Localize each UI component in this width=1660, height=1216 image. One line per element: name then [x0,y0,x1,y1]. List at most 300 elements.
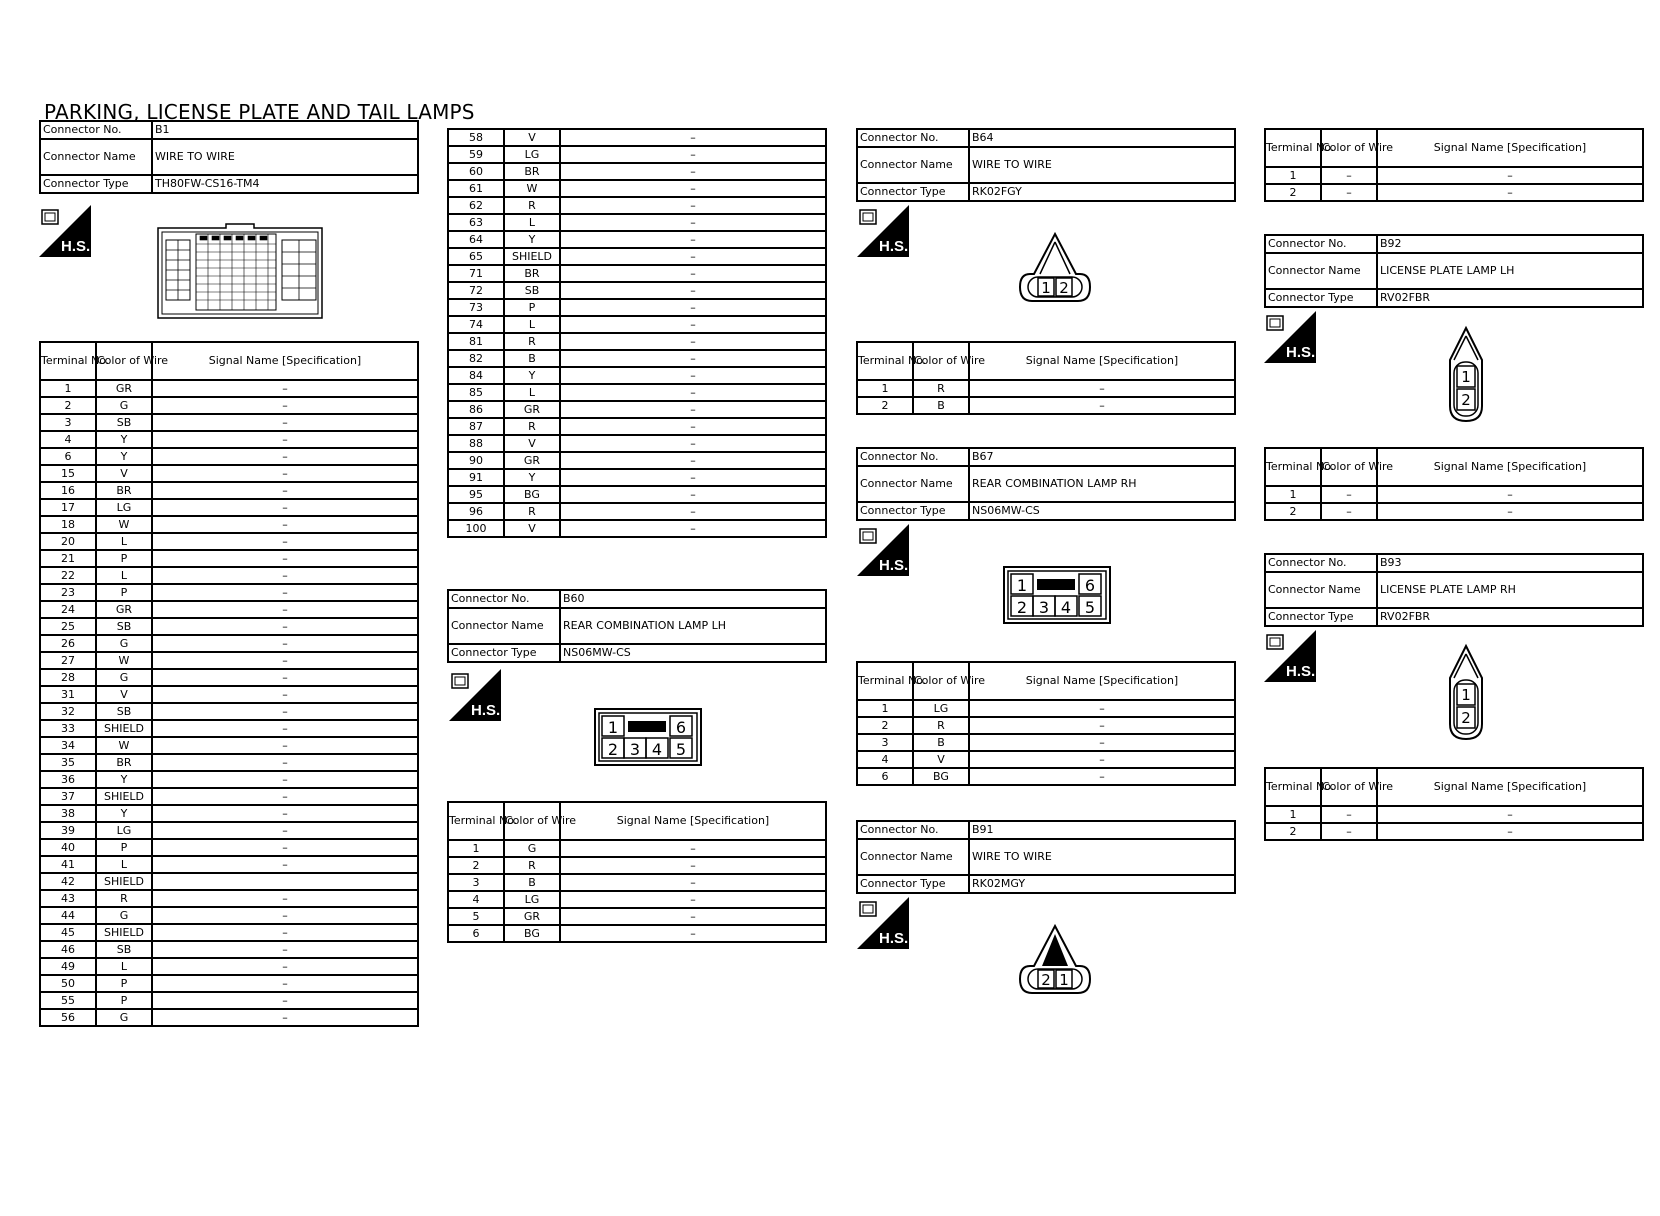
wire-color-cell: – [1321,503,1377,520]
signal-name-cell: – [1377,503,1643,520]
terminal-no-cell: 62 [448,197,504,214]
table-row [448,146,826,163]
wire-color-cell: R [96,890,152,907]
table-row [448,180,826,197]
table-row [40,584,418,601]
terminal-no-cell: 41 [40,856,96,873]
signal-name-cell: – [560,299,826,316]
table-row [40,924,418,941]
terminal-no-cell: 28 [40,669,96,686]
table-row [857,380,1235,397]
table-row [857,751,1235,768]
wire-color-cell: L [504,214,560,231]
terminal-no-cell: 35 [40,754,96,771]
b60-terminal-table [447,801,827,943]
terminal-no-cell: 1 [40,380,96,397]
b64-info-table [856,128,1236,202]
signal-name-cell: – [560,925,826,942]
signal-name-cell: – [560,435,826,452]
pin-label: 3 [629,740,641,759]
terminal-no-cell: 2 [40,397,96,414]
table-row [40,499,418,516]
table-row [448,197,826,214]
b64-connector-type: RK02FGY [969,183,1235,201]
wire-color-cell: W [504,180,560,197]
signal-name-cell: – [560,316,826,333]
table-row [448,840,826,857]
wire-color-cell: L [504,384,560,401]
label-connector-no: Connector No. [40,121,152,139]
b92-terminal-table [1264,447,1644,521]
header-terminal-no: Terminal No. [857,342,913,380]
wire-color-cell: LG [96,499,152,516]
terminal-no-cell: 82 [448,350,504,367]
header-signal-name: Signal Name [Specification] [152,342,418,380]
signal-name-cell: – [969,751,1235,768]
signal-name-cell: – [1377,806,1643,823]
terminal-no-cell: 74 [448,316,504,333]
header-signal-name: Signal Name [Specification] [1377,768,1643,806]
table-row [40,890,418,907]
pin-label: 3 [1038,598,1050,617]
signal-name-cell: – [152,1009,418,1026]
label-connector-no: Connector No. [1265,554,1377,572]
b93-connector-name: LICENSE PLATE LAMP RH [1377,572,1643,608]
wire-color-cell: – [1321,806,1377,823]
signal-name-cell: – [152,737,418,754]
wire-color-cell: G [96,397,152,414]
signal-name-cell: – [969,380,1235,397]
signal-name-cell: – [152,788,418,805]
wire-color-cell: R [913,717,969,734]
wire-color-cell: P [96,839,152,856]
terminal-no-cell: 59 [448,146,504,163]
signal-name-cell: – [969,734,1235,751]
table-row [40,737,418,754]
wire-color-cell: V [96,465,152,482]
signal-name-cell: – [560,469,826,486]
table-row [40,652,418,669]
terminal-no-cell: 38 [40,805,96,822]
wire-color-cell: BG [504,925,560,942]
signal-name-cell: – [152,703,418,720]
signal-name-cell: – [152,652,418,669]
signal-name-cell: – [560,350,826,367]
label-connector-no: Connector No. [1265,235,1377,253]
table-row [1265,503,1643,520]
b67-terminal-table [856,661,1236,786]
wire-color-cell: – [1321,167,1377,184]
table-row [448,503,826,520]
terminal-no-cell: 84 [448,367,504,384]
wire-color-cell: SB [96,703,152,720]
b92-info-table [1264,234,1644,308]
svg-text:H.S.: H.S. [1286,344,1316,361]
b93-terminal-table [1264,767,1644,841]
terminal-no-cell: 1 [1265,486,1321,503]
signal-name-cell: – [560,231,826,248]
terminal-no-cell: 73 [448,299,504,316]
hs-icon [449,669,501,721]
terminal-no-cell: 15 [40,465,96,482]
pin-label: 2 [607,740,619,759]
b67-connector-name: REAR COMBINATION LAMP RH [969,466,1235,502]
signal-name-cell: – [152,380,418,397]
wire-color-cell: GR [504,452,560,469]
table-row [448,384,826,401]
wire-color-cell: BR [96,482,152,499]
wire-color-cell: V [504,129,560,146]
table-row [1265,823,1643,840]
terminal-no-cell: 36 [40,771,96,788]
wire-color-cell: L [96,856,152,873]
signal-name-cell: – [152,567,418,584]
terminal-no-cell: 64 [448,231,504,248]
b64-connector-name: WIRE TO WIRE [969,147,1235,183]
b92-connector-type: RV02FBR [1377,289,1643,307]
terminal-no-cell: 43 [40,890,96,907]
signal-name-cell [152,873,418,890]
table-row [40,873,418,890]
header-color-of-wire: Color of Wire [1321,768,1377,806]
b92-connector-face [1446,326,1486,424]
wire-color-cell: P [96,584,152,601]
header-terminal-no: Terminal No. [448,802,504,840]
signal-name-cell: – [560,367,826,384]
signal-name-cell: – [152,958,418,975]
b64-connector-face [1018,232,1092,304]
signal-name-cell: – [152,720,418,737]
wire-color-cell: R [504,197,560,214]
signal-name-cell: – [1377,167,1643,184]
terminal-no-cell: 4 [857,751,913,768]
table-row [40,550,418,567]
terminal-no-cell: 61 [448,180,504,197]
table-row [857,734,1235,751]
table-row [857,717,1235,734]
signal-name-cell: – [152,856,418,873]
hs-icon [857,897,909,949]
wire-color-cell: W [96,516,152,533]
signal-name-cell: – [560,180,826,197]
table-row [40,669,418,686]
terminal-no-cell: 58 [448,129,504,146]
label-connector-type: Connector Type [1265,289,1377,307]
table-row [40,1009,418,1026]
signal-name-cell: – [560,248,826,265]
table-row [40,958,418,975]
table-row [448,925,826,942]
terminal-no-cell: 1 [448,840,504,857]
table-row [448,129,826,146]
table-row [40,839,418,856]
table-row [40,941,418,958]
wire-color-cell: Y [504,231,560,248]
wire-color-cell: R [913,380,969,397]
wire-color-cell: P [96,992,152,1009]
wire-color-cell: BR [504,265,560,282]
wire-color-cell: Y [96,448,152,465]
terminal-no-cell: 49 [40,958,96,975]
b60-connector-type: NS06MW-CS [560,644,826,662]
header-terminal-no: Terminal No. [1265,129,1321,167]
wire-color-cell: SHIELD [96,788,152,805]
hs-icon [857,205,909,257]
terminal-no-cell: 44 [40,907,96,924]
table-row [40,618,418,635]
pin-label: 2 [1041,971,1051,989]
label-connector-no: Connector No. [857,821,969,839]
pin-label: 6 [675,718,687,737]
label-connector-no: Connector No. [857,448,969,466]
table-row [40,686,418,703]
signal-name-cell: – [152,499,418,516]
table-row [40,533,418,550]
terminal-no-cell: 55 [40,992,96,1009]
terminal-no-cell: 16 [40,482,96,499]
table-row [40,720,418,737]
header-signal-name: Signal Name [Specification] [969,662,1235,700]
b1-info-table [39,120,419,194]
table-row [40,822,418,839]
wire-color-cell: LG [504,146,560,163]
table-row [1265,806,1643,823]
terminal-no-cell: 85 [448,384,504,401]
label-connector-type: Connector Type [1265,608,1377,626]
signal-name-cell: – [152,431,418,448]
table-row [448,231,826,248]
table-row [40,397,418,414]
label-connector-name: Connector Name [1265,572,1377,608]
table-row [448,418,826,435]
header-color-of-wire: Color of Wire [1321,129,1377,167]
wire-color-cell: GR [504,908,560,925]
pin-label: 2 [1016,598,1028,617]
header-color-of-wire: Color of Wire [913,342,969,380]
svg-text:H.S.: H.S. [61,238,91,255]
b92-connector-name: LICENSE PLATE LAMP LH [1377,253,1643,289]
pin-label: 1 [607,718,619,737]
terminal-no-cell: 2 [857,397,913,414]
b1-connector-type: TH80FW-CS16-TM4 [152,175,418,193]
terminal-no-cell: 60 [448,163,504,180]
table-row [40,788,418,805]
label-connector-name: Connector Name [40,139,152,175]
wire-color-cell: SB [96,618,152,635]
b93-connector-no: B93 [1377,554,1643,572]
signal-name-cell: – [560,282,826,299]
pin-label: 2 [1461,391,1471,409]
table-row [40,635,418,652]
terminal-no-cell: 1 [1265,167,1321,184]
signal-name-cell: – [560,857,826,874]
wire-color-cell: L [504,316,560,333]
pin-label: 1 [1016,576,1028,595]
signal-name-cell: – [152,771,418,788]
hs-icon [1264,311,1316,363]
wire-color-cell: Y [96,771,152,788]
table-row [448,435,826,452]
terminal-no-cell: 4 [448,891,504,908]
label-connector-name: Connector Name [857,466,969,502]
wire-color-cell: V [504,435,560,452]
table-row [40,907,418,924]
wire-color-cell: LG [96,822,152,839]
b1-connector-no: B1 [152,121,418,139]
wire-color-cell: G [504,840,560,857]
pin-label: 1 [1059,971,1069,989]
wire-color-cell: L [96,567,152,584]
wire-color-cell: V [96,686,152,703]
wire-color-cell: G [96,1009,152,1026]
terminal-no-cell: 46 [40,941,96,958]
table-row [448,891,826,908]
wire-color-cell: R [504,503,560,520]
signal-name-cell: – [152,754,418,771]
table-row [448,248,826,265]
terminal-no-cell: 63 [448,214,504,231]
wire-color-cell: BR [96,754,152,771]
terminal-no-cell: 2 [1265,823,1321,840]
wire-color-cell: R [504,418,560,435]
table-row [857,768,1235,785]
header-terminal-no: Terminal No. [1265,448,1321,486]
b64-terminal-table [856,341,1236,415]
table-row [40,482,418,499]
table-row [40,601,418,618]
wire-color-cell: P [504,299,560,316]
table-row [448,452,826,469]
signal-name-cell: – [152,550,418,567]
signal-name-cell: – [152,941,418,958]
terminal-no-cell: 1 [857,700,913,717]
signal-name-cell: – [969,700,1235,717]
b91-terminal-table [1264,128,1644,202]
table-row [1265,184,1643,201]
pin-label: 1 [1461,368,1471,386]
wire-color-cell: – [1321,486,1377,503]
terminal-no-cell: 32 [40,703,96,720]
signal-name-cell: – [560,163,826,180]
table-row [448,265,826,282]
signal-name-cell: – [1377,823,1643,840]
b91-connector-name: WIRE TO WIRE [969,839,1235,875]
wire-color-cell: GR [504,401,560,418]
svg-text:H.S.: H.S. [1286,663,1316,680]
table-row [40,975,418,992]
wire-color-cell: LG [504,891,560,908]
b67-info-table [856,447,1236,521]
signal-name-cell: – [152,601,418,618]
hs-icon [1264,630,1316,682]
signal-name-cell: – [560,452,826,469]
table-row [448,401,826,418]
table-row [448,163,826,180]
terminal-no-cell: 37 [40,788,96,805]
header-signal-name: Signal Name [Specification] [1377,129,1643,167]
signal-name-cell: – [152,533,418,550]
wire-color-cell: W [96,737,152,754]
terminal-no-cell: 100 [448,520,504,537]
svg-text:H.S.: H.S. [879,557,909,574]
b60-connector-no: B60 [560,590,826,608]
b93-connector-type: RV02FBR [1377,608,1643,626]
signal-name-cell: – [560,401,826,418]
terminal-no-cell: 26 [40,635,96,652]
terminal-no-cell: 27 [40,652,96,669]
b64-connector-no: B64 [969,129,1235,147]
wire-color-cell: R [504,333,560,350]
wire-color-cell: P [96,550,152,567]
b67-connector-no: B67 [969,448,1235,466]
wire-color-cell: B [504,874,560,891]
wire-color-cell: SB [96,941,152,958]
table-row [40,805,418,822]
terminal-no-cell: 18 [40,516,96,533]
svg-text:H.S.: H.S. [879,930,909,947]
terminal-no-cell: 88 [448,435,504,452]
wire-color-cell: B [913,397,969,414]
signal-name-cell: – [560,891,826,908]
terminal-no-cell: 2 [1265,184,1321,201]
table-row [40,567,418,584]
table-row [448,486,826,503]
terminal-no-cell: 81 [448,333,504,350]
label-connector-name: Connector Name [1265,253,1377,289]
signal-name-cell: – [152,805,418,822]
wire-color-cell: LG [913,700,969,717]
svg-text:H.S.: H.S. [879,238,909,255]
terminal-no-cell: 33 [40,720,96,737]
table-row [40,703,418,720]
signal-name-cell: – [152,482,418,499]
signal-name-cell: – [152,822,418,839]
label-connector-type: Connector Type [448,644,560,662]
wire-color-cell: – [1321,823,1377,840]
signal-name-cell: – [969,397,1235,414]
terminal-no-cell: 3 [857,734,913,751]
label-connector-no: Connector No. [857,129,969,147]
signal-name-cell: – [560,146,826,163]
b60-info-table [447,589,827,663]
wire-color-cell: BG [504,486,560,503]
label-connector-no: Connector No. [448,590,560,608]
signal-name-cell: – [152,414,418,431]
terminal-no-cell: 45 [40,924,96,941]
header-color-of-wire: Color of Wire [913,662,969,700]
terminal-no-cell: 6 [448,925,504,942]
terminal-no-cell: 4 [40,431,96,448]
header-signal-name: Signal Name [Specification] [1377,448,1643,486]
wire-color-cell: L [96,533,152,550]
b91-info-table [856,820,1236,894]
signal-name-cell: – [560,486,826,503]
pin-label: 5 [675,740,687,759]
table-row [40,516,418,533]
b93-info-table [1264,553,1644,627]
pin-label: 1 [1041,279,1051,297]
table-row [1265,486,1643,503]
signal-name-cell: – [152,907,418,924]
terminal-no-cell: 3 [448,874,504,891]
terminal-no-cell: 72 [448,282,504,299]
wire-color-cell: B [913,734,969,751]
terminal-no-cell: 91 [448,469,504,486]
signal-name-cell: – [152,975,418,992]
header-signal-name: Signal Name [Specification] [969,342,1235,380]
pin-label: 5 [1084,598,1096,617]
terminal-no-cell: 39 [40,822,96,839]
